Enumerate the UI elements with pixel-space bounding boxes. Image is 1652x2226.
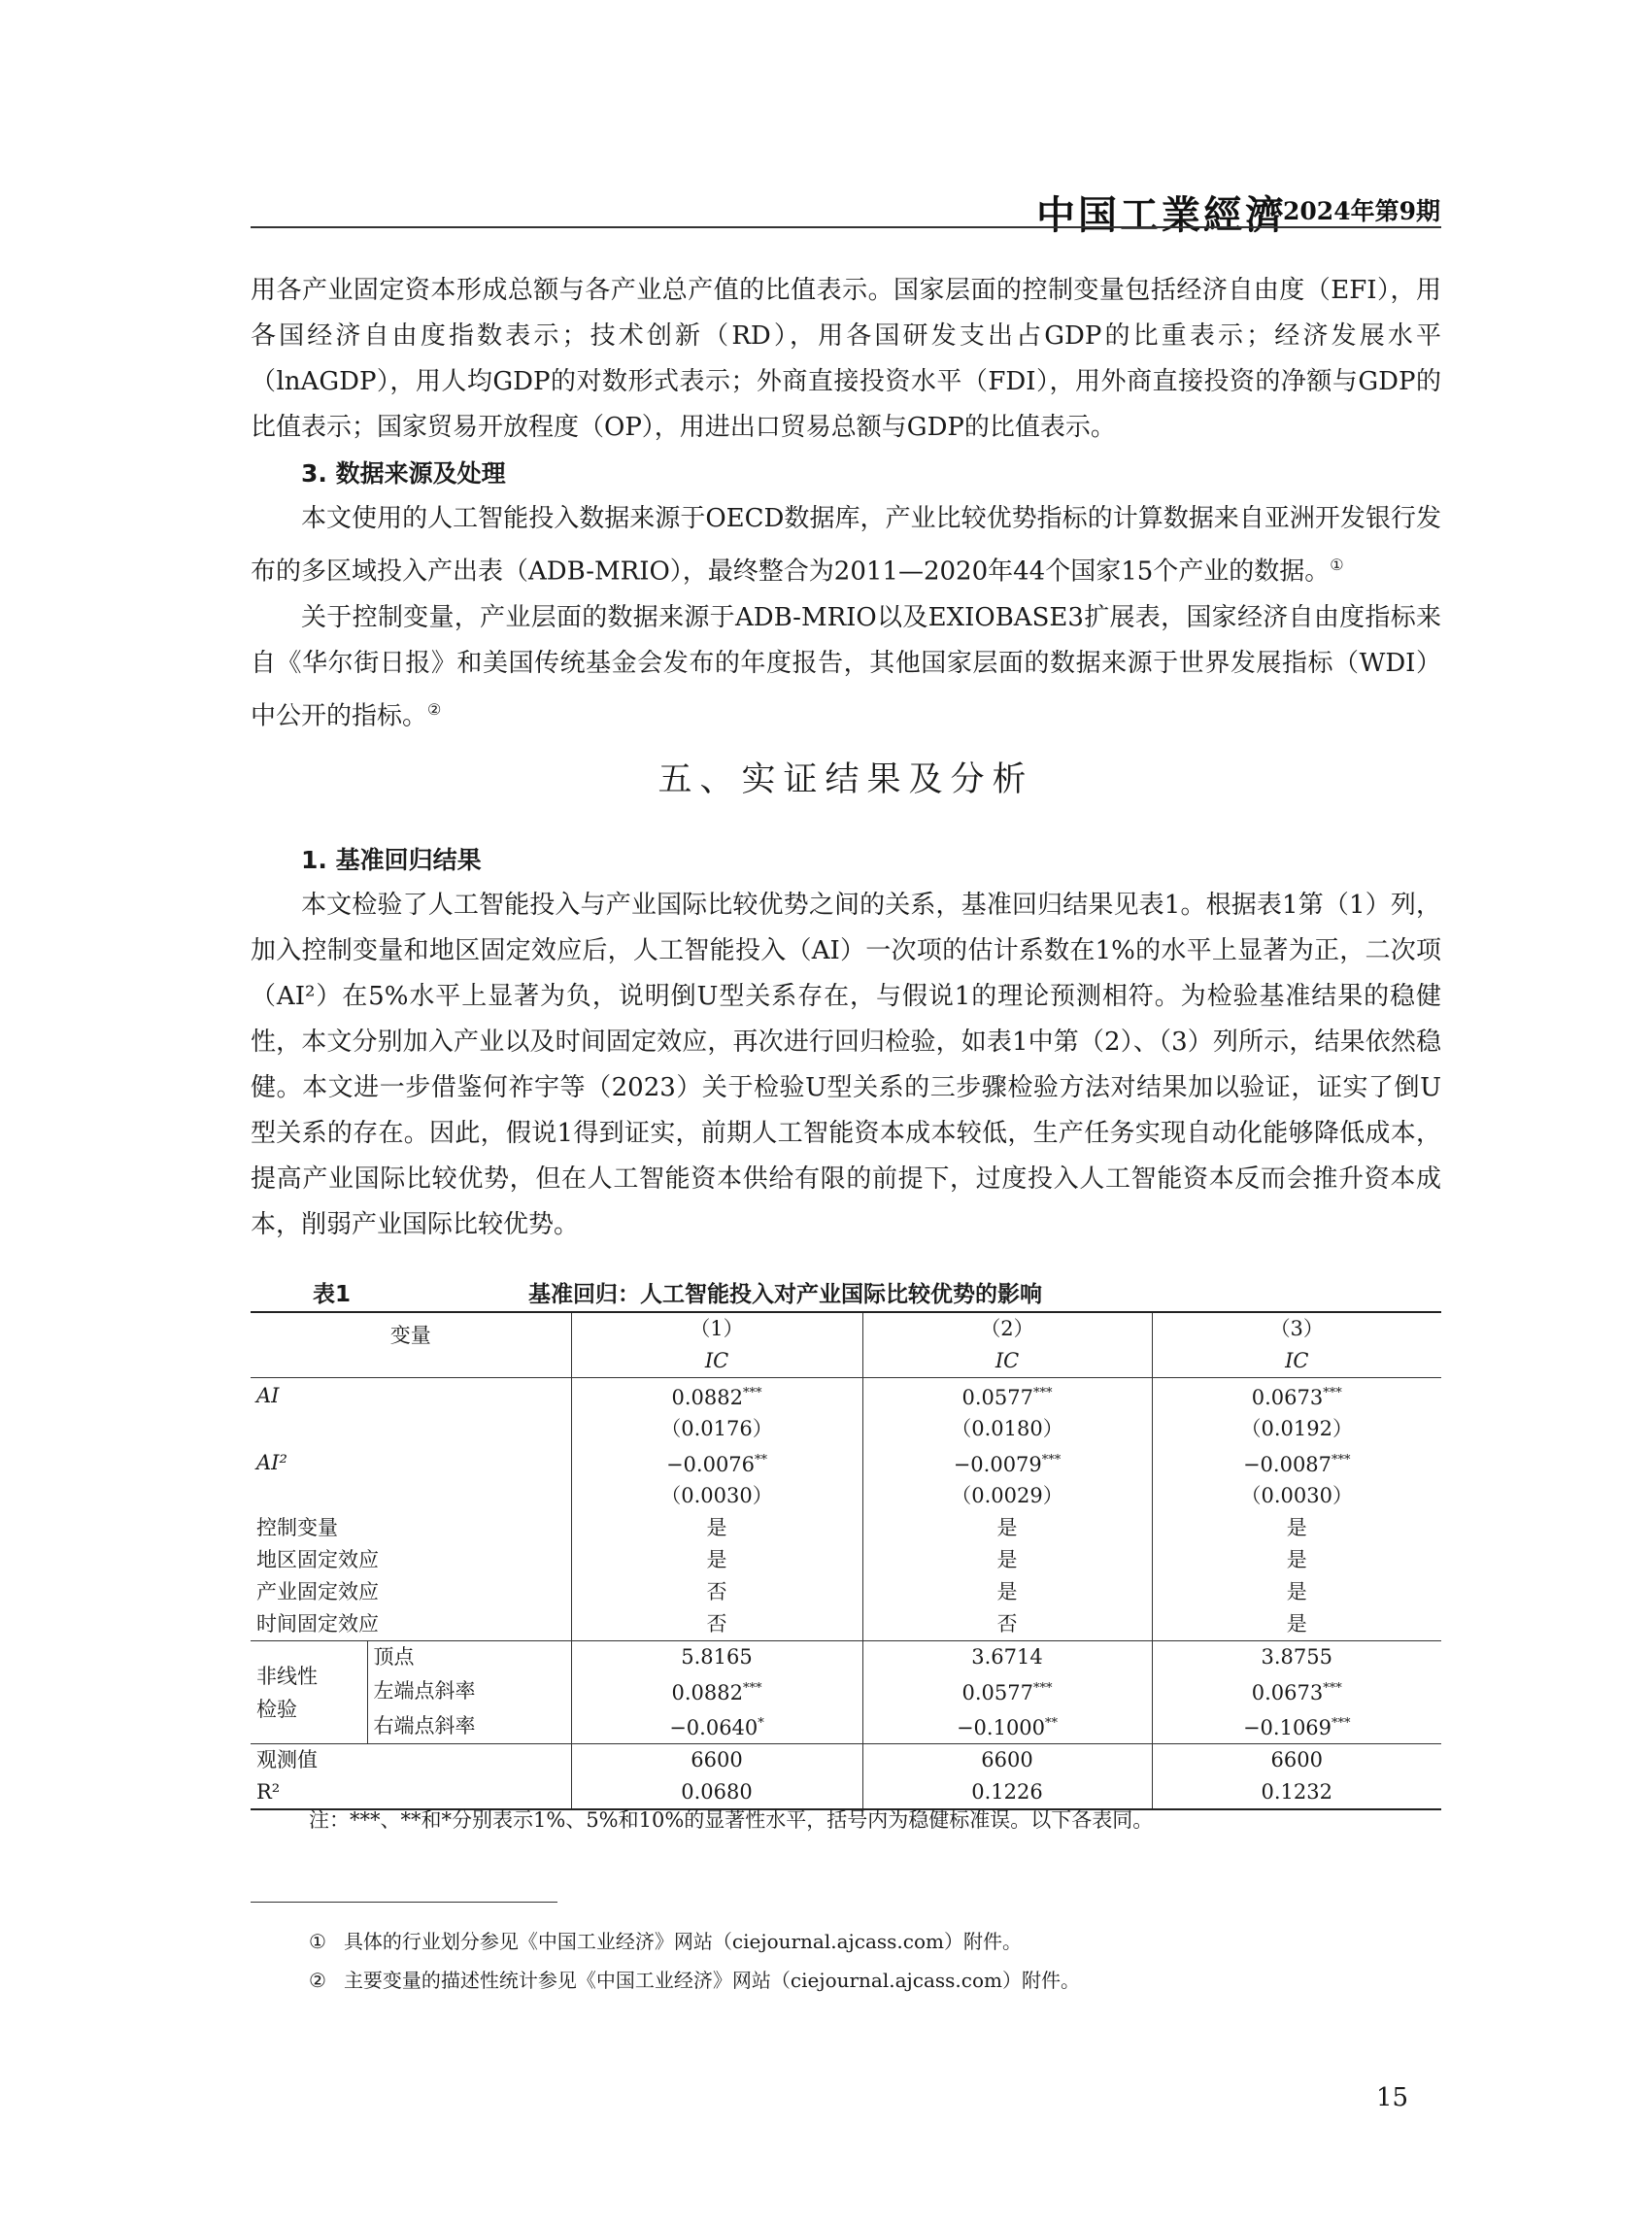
table-cell: 是: [1152, 1576, 1441, 1608]
table-row: [251, 1608, 1441, 1641]
table-header-row: [251, 1312, 1441, 1345]
footnote-mark: ②: [309, 1969, 326, 1992]
table-cell: （0.0192）: [1152, 1413, 1441, 1445]
table-title: 基准回归：人工智能投入对产业国际比较优势的影响: [528, 1282, 1042, 1307]
paragraph: 关于控制变量，产业层面的数据来源于ADB-MRIO以及EXIOBASE3扩展表，国家经济自由度指标来自《华尔街日报》和美国传统基金会发布的年度报告，其他国家层面的数据来源于世界发展指标（WDI）中公开的指标。②: [251, 602, 1441, 731]
paragraph: 用各产业固定资本形成总额与各产业总产值的比值表示。国家层面的控制变量包括经济自由度（EFI），用各国经济自由度指数表示；技术创新（RD），用各国研发支出占GDP的比重表示；经济发展水平（lnAGDP），用人均GDP的对数形式表示；外商直接投资水平（FDI），用外商直接投资的净额与GDP的比值表示；国家贸易开放程度（OP），用进出口贸易总额与GDP的比值表示。: [251, 276, 1441, 442]
subsection-heading: 3. 数据来源及处理: [301, 459, 506, 488]
table-cell: 5.8165: [571, 1641, 862, 1674]
table-cell: 否: [571, 1608, 862, 1641]
row-label: AI²: [256, 1450, 287, 1474]
row-label: 观测值: [251, 1744, 571, 1777]
table-cell: 是: [1152, 1512, 1441, 1544]
table-cell: 是: [862, 1512, 1152, 1544]
table-row: [251, 1480, 1441, 1512]
row-label: 左端点斜率: [367, 1673, 571, 1708]
table-row: [251, 1641, 1441, 1674]
table-cell: 否: [862, 1608, 1152, 1641]
dep-var: IC: [862, 1345, 1152, 1378]
table-number: 表1: [313, 1282, 352, 1307]
footnote-ref[interactable]: ②: [427, 699, 442, 719]
table-cell: （0.0180）: [862, 1413, 1152, 1445]
var-header: 变量: [251, 1312, 571, 1378]
row-label: 控制变量: [256, 1516, 338, 1539]
table-row: [251, 1512, 1441, 1544]
col-header: （2）: [862, 1312, 1152, 1345]
table-row: [251, 1673, 1441, 1708]
dep-var: IC: [571, 1345, 862, 1378]
footnote-ref[interactable]: ①: [1330, 556, 1344, 574]
table-row: [251, 1544, 1441, 1576]
table-cell: 0.0577***: [862, 1673, 1152, 1708]
table-cell: 0.0673***: [1152, 1378, 1441, 1414]
footnote-mark: ①: [309, 1930, 326, 1953]
header-divider: [251, 226, 1441, 228]
table-cell: 是: [571, 1544, 862, 1576]
table-cell: 是: [571, 1512, 862, 1544]
table-cell: 0.0882***: [571, 1673, 862, 1708]
row-label: 地区固定效应: [256, 1548, 379, 1571]
table-cell: （0.0176）: [571, 1413, 862, 1445]
table-row: [251, 1378, 1441, 1414]
regression-table: [251, 1311, 1441, 1810]
table-row: [251, 1708, 1441, 1744]
table-cell: 0.0577***: [862, 1378, 1152, 1414]
table-cell: 6600: [571, 1744, 862, 1777]
row-label: 产业固定效应: [256, 1580, 379, 1603]
row-label: 右端点斜率: [367, 1708, 571, 1744]
row-label: 时间固定效应: [256, 1612, 379, 1636]
table-cell: 6600: [1152, 1744, 1441, 1777]
group-label: 非线性 检验: [251, 1641, 367, 1744]
table-cell: −0.0087***: [1152, 1445, 1441, 1480]
col-header: （3）: [1152, 1312, 1441, 1345]
footnote-divider: [251, 1902, 557, 1903]
page-number: 15: [1376, 2083, 1409, 2112]
table-note: 注：***、**和*分别表示1%、5%和10%的显著性水平，括号内为稳健标准误。以下各表同。: [309, 1808, 1154, 1832]
col-header: （1）: [571, 1312, 862, 1345]
table-cell: −0.1000**: [862, 1708, 1152, 1744]
footnote-text: 具体的行业划分参见《中国工业经济》网站（ciejournal.ajcass.com）附件。: [343, 1930, 1022, 1953]
paragraph: 本文使用的人工智能投入数据来源于OECD数据库，产业比较优势指标的计算数据来自亚洲开发银行发布的多区域投入产出表（ADB-MRIO），最终整合为2011—2020年44个国家15个产业的数据。①: [251, 504, 1441, 587]
body-block-section5: [251, 837, 1441, 1248]
table-row: [251, 1576, 1441, 1608]
subsection-heading: 1. 基准回归结果: [301, 846, 482, 874]
table-cell: （0.0029）: [862, 1480, 1152, 1512]
table-cell: −0.0640*: [571, 1708, 862, 1744]
table-cell: （0.0030）: [1152, 1480, 1441, 1512]
table-cell: （0.0030）: [571, 1480, 862, 1512]
paragraph: 本文检验了人工智能投入与产业国际比较优势之间的关系，基准回归结果见表1。根据表1第（1）列，加入控制变量和地区固定效应后，人工智能投入（AI）一次项的估计系数在1%的水平上显著为正，二次项（AI²）在5%水平上显著为负，说明倒U型关系存在，与假说1的理论预测相符。为检验基准结果的稳健性，本文分别加入产业以及时间固定效应，再次进行回归检验，如表1中第（2）、（3）列所示，结果依然稳健。本文进一步借鉴何祚宇等（2023）关于检验U型关系的三步骤检验方法对结果加以验证，证实了倒U型关系的存在。因此，假说1得到证实，前期人工智能资本成本较低，生产任务实现自动化能够降低成本，提高产业国际比较优势，但在人工智能资本供给有限的前提下，过度投入人工智能资本反而会推升资本成本，削弱产业国际比较优势。: [251, 891, 1441, 1239]
table-cell: 0.0680: [571, 1776, 862, 1809]
dep-var: IC: [1152, 1345, 1441, 1378]
table-cell: −0.0079***: [862, 1445, 1152, 1480]
table-cell: 0.1232: [1152, 1776, 1441, 1809]
table-cell: 3.6714: [862, 1641, 1152, 1674]
row-label: R²: [251, 1776, 571, 1809]
table-cell: 3.8755: [1152, 1641, 1441, 1674]
table-cell: 6600: [862, 1744, 1152, 1777]
table-cell: −0.1069***: [1152, 1708, 1441, 1744]
footnote-text: 主要变量的描述性统计参见《中国工业经济》网站（ciejournal.ajcass.com）附件。: [343, 1969, 1080, 1992]
footnote: [309, 1926, 1022, 1954]
table-cell: 0.0673***: [1152, 1673, 1441, 1708]
table-row: [251, 1445, 1441, 1480]
table-cell: 0.1226: [862, 1776, 1152, 1809]
table-cell: 是: [1152, 1544, 1441, 1576]
table-cell: 是: [862, 1544, 1152, 1576]
row-label: 顶点: [367, 1641, 571, 1674]
table-cell: 0.0882***: [571, 1378, 862, 1414]
table-row: [251, 1413, 1441, 1445]
issue-label: 2024年第9期: [1283, 197, 1440, 225]
table-row: [251, 1744, 1441, 1777]
table-cell: −0.0076**: [571, 1445, 862, 1480]
table-cell: 是: [1152, 1608, 1441, 1641]
row-label: AI: [251, 1378, 571, 1414]
footnote: [309, 1965, 1080, 1993]
table-cell: 是: [862, 1576, 1152, 1608]
body-block-top: [251, 268, 1441, 739]
journal-brand: 中国工業經濟: [1036, 192, 1287, 238]
section-title: 五、实证结果及分析: [657, 760, 1034, 799]
table-cell: 否: [571, 1576, 862, 1608]
